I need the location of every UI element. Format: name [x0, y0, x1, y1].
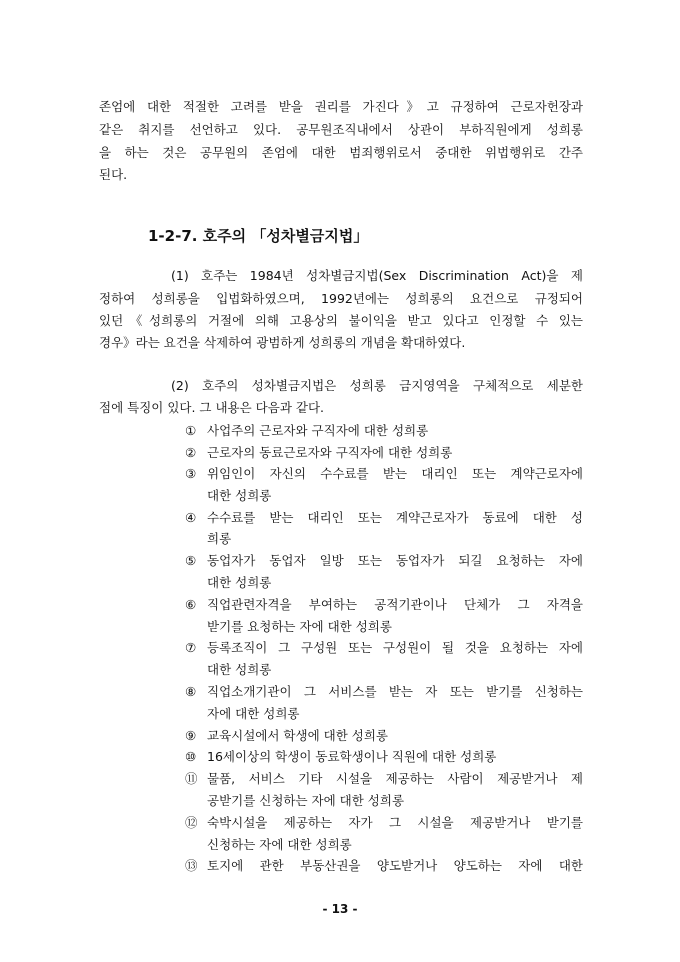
- list-item-continuation: 공받기를 신청하는 자에 대한 성희롱: [207, 793, 405, 808]
- list-item-text: 동업자가 동업자 일방 또는 동업자가 되길 요청하는 자에: [207, 553, 583, 568]
- list-item-number: ④: [185, 510, 197, 525]
- list-item-text: 물품, 서비스 기타 시설을 제공하는 사람이 제공받거나 제: [207, 771, 583, 786]
- page-number: - 13 -: [322, 902, 358, 916]
- list-item-number: ⑬: [185, 858, 198, 873]
- para1-line-2: 정하여 성희롱을 입법화하였으며, 1992년에는 성희롱의 요건으로 규정되어: [99, 291, 583, 306]
- list-item-continuation: 대한 성희롱: [207, 488, 272, 503]
- list-item-text: 직업관련자격을 부여하는 공적기관이나 단체가 그 자격을: [207, 597, 583, 612]
- para1-line-1: (1) 호주는 1984년 성차별금지법(Sex Discrimination Act)을 제: [171, 268, 583, 283]
- list-item: [185, 466, 583, 482]
- list-item: [185, 510, 583, 526]
- list-item-continuation: 신청하는 자에 대한 성희롱: [207, 837, 352, 852]
- list-item-number: ⑫: [185, 815, 198, 830]
- para2-line-1: (2) 호주의 성차별금지법은 성희롱 금지영역을 구체적으로 세분한: [171, 378, 583, 393]
- list-item: [185, 728, 388, 744]
- list-item: [185, 597, 583, 613]
- list-item: [185, 815, 583, 831]
- list-item-continuation: 받기를 요청하는 자에 대한 성희롱: [207, 619, 392, 634]
- list-item-text: 사업주의 근로자와 구직자에 대한 성희롱: [207, 423, 429, 438]
- list-item-text: 위임인이 자신의 수수료를 받는 대리인 또는 계약근로자에: [207, 466, 583, 481]
- list-item-number: ⑤: [185, 553, 197, 568]
- para1-line-4: 경우》라는 요건을 삭제하여 광범하게 성희롱의 개념을 확대하였다.: [99, 335, 466, 350]
- list-item-number: ①: [185, 423, 197, 438]
- list-item-text: 직업소개기관이 그 서비스를 받는 자 또는 받기를 신청하는: [207, 684, 583, 699]
- list-item-text: 16세이상의 학생이 동료학생이나 직원에 대한 성희롱: [207, 749, 497, 764]
- intro-line-4: 된다.: [99, 167, 128, 182]
- list-item-continuation: 희롱: [207, 531, 232, 546]
- list-item: [185, 423, 428, 439]
- list-item-text: 교육시설에서 학생에 대한 성희롱: [207, 728, 388, 743]
- list-item-number: ⑪: [185, 771, 198, 786]
- list-item-number: ⑦: [185, 640, 197, 655]
- intro-line-3: 을 하는 것은 공무원의 존엄에 대한 범죄행위로서 중대한 위법행위로 간주: [99, 145, 583, 160]
- list-item-number: ⑩: [185, 749, 197, 764]
- list-item-number: ⑨: [185, 728, 197, 743]
- list-item-continuation: 대한 성희롱: [207, 662, 272, 677]
- intro-line-1: 존엄에 대한 적절한 고려를 받을 권리를 가진다》고 규정하여 근로자헌장과: [99, 99, 583, 114]
- list-item: [185, 640, 583, 656]
- para1-line-3: 있던《성희롱의 거절에 의해 고용상의 불이익을 받고 있다고 인정할 수 있는: [99, 313, 583, 328]
- list-item: [185, 445, 452, 461]
- list-item-text: 근로자의 동료근로자와 구직자에 대한 성희롱: [207, 445, 453, 460]
- list-item-continuation: 자에 대한 성희롱: [207, 706, 300, 721]
- list-item-text: 수수료를 받는 대리인 또는 계약근로자가 동료에 대한 성: [207, 510, 583, 525]
- list-item-number: ③: [185, 466, 197, 481]
- list-item-text: 토지에 관한 부동산권을 양도받거나 양도하는 자에 대한: [207, 858, 583, 873]
- list-item: [185, 771, 583, 787]
- list-item-continuation: 대한 성희롱: [207, 575, 272, 590]
- list-item: [185, 684, 583, 700]
- list-item: [185, 553, 583, 569]
- intro-line-2: 같은 취지를 선언하고 있다. 공무원조직내에서 상관이 부하직원에게 성희롱: [99, 122, 583, 137]
- list-item: [185, 749, 496, 765]
- list-item: [185, 858, 583, 874]
- list-item-number: ⑧: [185, 684, 197, 699]
- list-item-number: ②: [185, 445, 197, 460]
- section-heading: 1-2-7. 호주의 「성차별금지법」: [148, 227, 369, 245]
- list-item-text: 숙박시설을 제공하는 자가 그 시설을 제공받거나 받기를: [207, 815, 583, 830]
- list-item-text: 등록조직이 그 구성원 또는 구성원이 될 것을 요청하는 자에: [207, 640, 583, 655]
- list-item-number: ⑥: [185, 597, 197, 612]
- para2-line-2: 점에 특징이 있다. 그 내용은 다음과 같다.: [99, 400, 324, 415]
